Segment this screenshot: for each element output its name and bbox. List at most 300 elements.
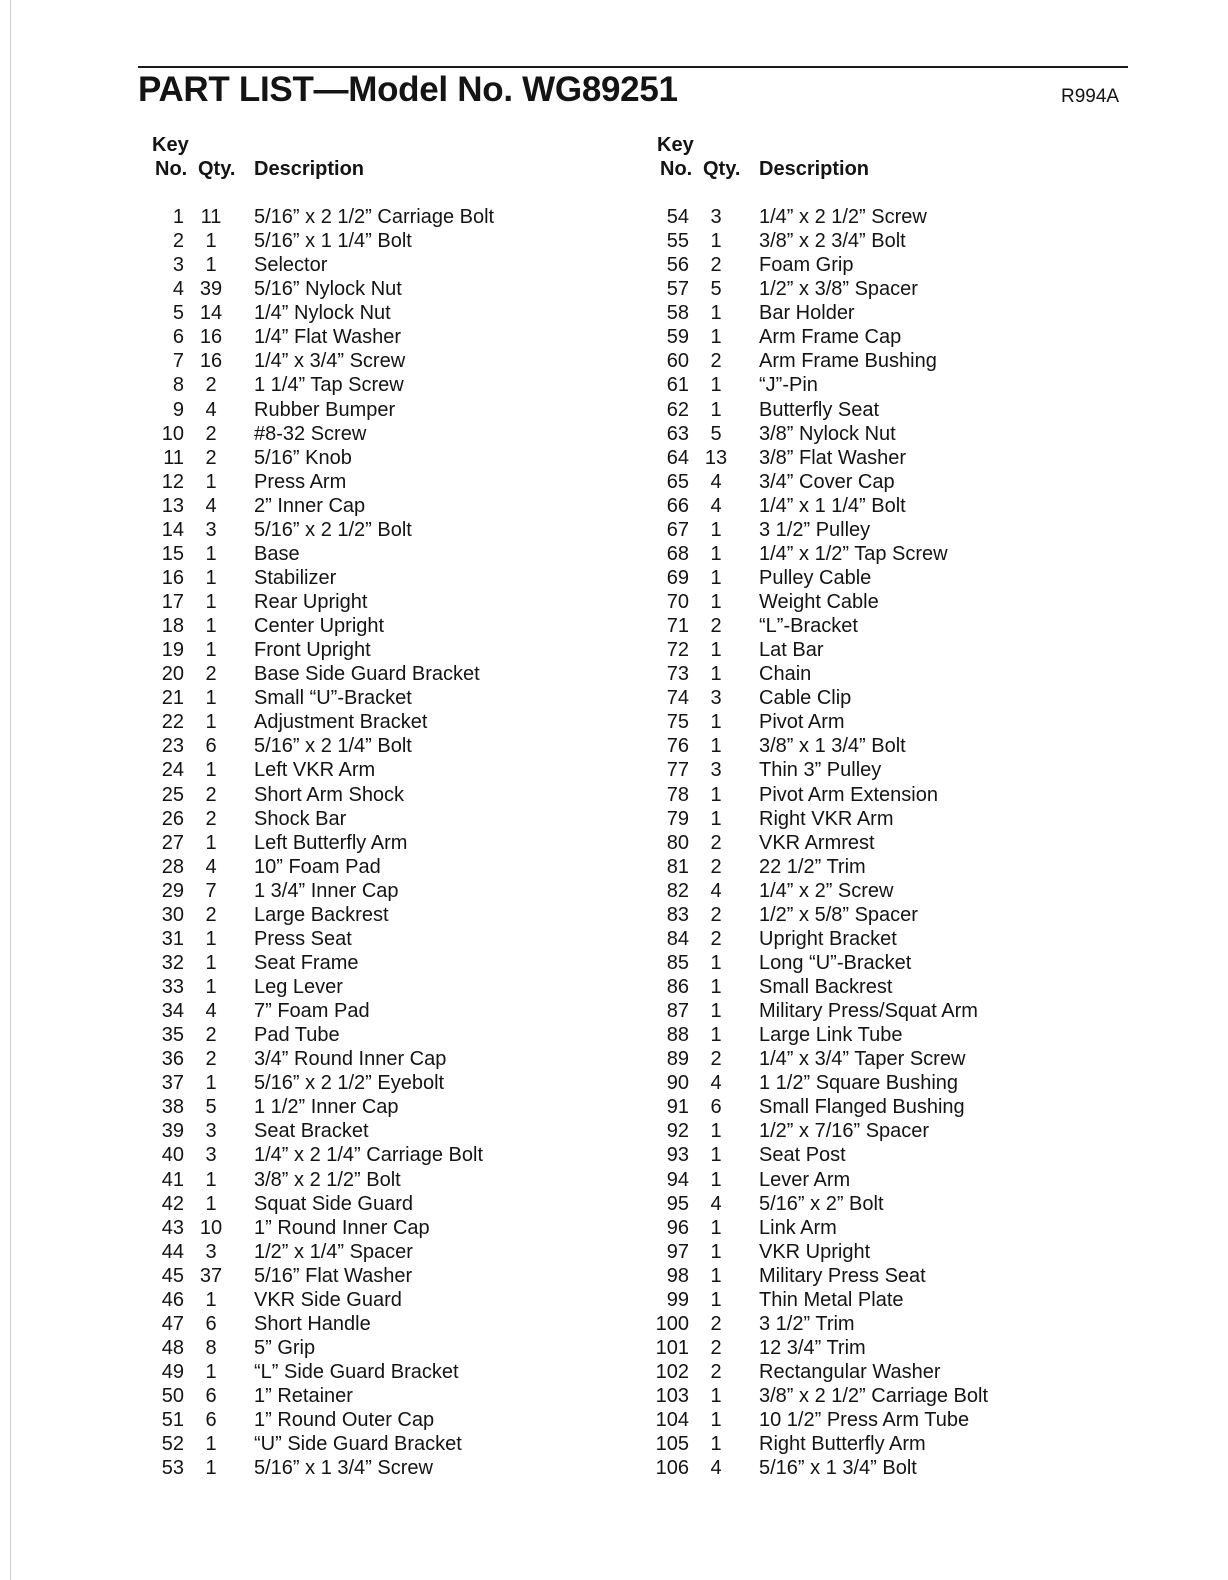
part-row bbox=[150, 999, 620, 1023]
part-description: Upright Bracket bbox=[759, 927, 897, 950]
part-row bbox=[655, 1216, 1125, 1240]
part-row bbox=[150, 205, 620, 229]
part-description: “J”-Pin bbox=[759, 374, 818, 397]
qty-header: Qty. bbox=[198, 158, 236, 180]
part-description: 3 1/2” Trim bbox=[759, 1312, 855, 1335]
part-key-number: 77 bbox=[666, 759, 689, 782]
part-key-number: 23 bbox=[161, 735, 184, 758]
part-key-number: 43 bbox=[161, 1216, 184, 1239]
part-description: Thin 3” Pulley bbox=[759, 759, 882, 782]
part-key-number: 9 bbox=[172, 398, 184, 421]
parts-column-left bbox=[150, 133, 620, 1480]
part-row bbox=[150, 590, 620, 614]
part-key-number: 103 bbox=[655, 1385, 689, 1408]
part-description: 3/4” Cover Cap bbox=[759, 470, 895, 493]
part-key-number: 68 bbox=[666, 542, 689, 565]
part-quantity: 2 bbox=[710, 350, 722, 373]
part-quantity: 2 bbox=[205, 663, 217, 686]
part-key-number: 63 bbox=[666, 422, 689, 445]
part-description: “U” Side Guard Bracket bbox=[254, 1433, 462, 1456]
part-description: 1/2” x 1/4” Spacer bbox=[254, 1240, 413, 1263]
part-quantity: 1 bbox=[710, 1385, 722, 1408]
part-key-number: 33 bbox=[161, 976, 184, 998]
part-description: Press Arm bbox=[254, 470, 347, 493]
part-description: 22 1/2” Trim bbox=[759, 855, 866, 878]
part-description: Rectangular Washer bbox=[759, 1361, 941, 1383]
part-key-number: 28 bbox=[161, 855, 184, 878]
part-quantity: 1 bbox=[205, 1361, 217, 1383]
part-description: Base bbox=[254, 542, 300, 565]
part-description: 1/4” x 3/4” Screw bbox=[254, 350, 406, 373]
part-description: Weight Cable bbox=[759, 591, 879, 613]
part-row bbox=[655, 1384, 1125, 1408]
part-quantity: 2 bbox=[205, 1048, 217, 1071]
part-row bbox=[655, 662, 1125, 686]
part-description: Rubber Bumper bbox=[254, 398, 396, 421]
part-row bbox=[150, 1264, 620, 1288]
part-key-number: 83 bbox=[666, 903, 689, 926]
part-quantity: 3 bbox=[710, 687, 722, 710]
part-row bbox=[150, 614, 620, 638]
part-row bbox=[150, 927, 620, 951]
part-quantity: 1 bbox=[710, 711, 722, 734]
part-key-number: 93 bbox=[666, 1144, 689, 1167]
column-header-left bbox=[150, 133, 620, 187]
part-description: Pad Tube bbox=[254, 1024, 340, 1047]
part-description: Lat Bar bbox=[759, 639, 824, 662]
part-key-number: 49 bbox=[161, 1361, 184, 1383]
part-row bbox=[655, 542, 1125, 566]
part-key-number: 21 bbox=[161, 687, 184, 710]
part-quantity: 2 bbox=[205, 807, 217, 830]
part-quantity: 1 bbox=[205, 254, 217, 277]
part-quantity: 1 bbox=[710, 951, 722, 974]
part-row bbox=[655, 1240, 1125, 1264]
part-key-number: 97 bbox=[666, 1240, 689, 1263]
part-key-number: 57 bbox=[666, 278, 689, 301]
part-quantity: 1 bbox=[205, 1433, 217, 1456]
part-key-number: 6 bbox=[172, 326, 184, 349]
part-quantity: 5 bbox=[710, 278, 722, 301]
part-key-number: 81 bbox=[666, 855, 689, 878]
part-key-number: 84 bbox=[666, 927, 689, 950]
part-row bbox=[655, 831, 1125, 855]
part-row bbox=[655, 398, 1125, 422]
part-key-number: 70 bbox=[666, 591, 689, 613]
part-description: VKR Upright bbox=[759, 1240, 871, 1263]
part-key-number: 71 bbox=[666, 615, 689, 638]
part-row bbox=[655, 253, 1125, 277]
part-key-number: 85 bbox=[666, 951, 689, 974]
part-description: Seat Frame bbox=[254, 951, 359, 974]
part-key-number: 44 bbox=[161, 1240, 184, 1263]
part-description: Link Arm bbox=[759, 1216, 837, 1239]
part-row bbox=[150, 301, 620, 325]
part-row bbox=[655, 903, 1125, 927]
part-row bbox=[150, 518, 620, 542]
part-description: 3/4” Round Inner Cap bbox=[254, 1048, 447, 1071]
part-quantity: 2 bbox=[710, 1048, 722, 1071]
part-key-number: 51 bbox=[161, 1409, 184, 1432]
part-quantity: 1 bbox=[710, 374, 722, 397]
part-description: 5” Grip bbox=[254, 1336, 316, 1359]
part-key-number: 54 bbox=[666, 206, 689, 228]
part-key-number: 66 bbox=[666, 494, 689, 517]
part-quantity: 5 bbox=[205, 1096, 217, 1119]
part-row bbox=[150, 325, 620, 349]
part-description: 5/16” x 2” Bolt bbox=[759, 1192, 884, 1215]
part-key-number: 101 bbox=[655, 1336, 689, 1359]
description-header: Description bbox=[759, 158, 870, 180]
part-row bbox=[655, 1095, 1125, 1119]
part-quantity: 37 bbox=[199, 1264, 223, 1287]
part-description: 1 3/4” Inner Cap bbox=[254, 879, 399, 902]
part-description: 1/2” x 7/16” Spacer bbox=[759, 1120, 930, 1143]
part-key-number: 19 bbox=[161, 639, 184, 662]
part-row bbox=[655, 373, 1125, 397]
page-margin-line bbox=[10, 0, 11, 1580]
part-quantity: 2 bbox=[710, 855, 722, 878]
part-row bbox=[655, 1288, 1125, 1312]
part-key-number: 79 bbox=[666, 807, 689, 830]
part-description: 5/16” x 2 1/4” Bolt bbox=[254, 735, 412, 758]
part-row bbox=[150, 662, 620, 686]
part-quantity: 1 bbox=[710, 1288, 722, 1311]
part-quantity: 1 bbox=[710, 1024, 722, 1047]
part-description: Large Backrest bbox=[254, 903, 389, 926]
part-description: Left Butterfly Arm bbox=[254, 831, 408, 854]
part-description: 7” Foam Pad bbox=[254, 1000, 370, 1023]
parts-list-left bbox=[150, 205, 620, 1480]
part-row bbox=[655, 975, 1125, 999]
part-row bbox=[150, 686, 620, 710]
part-quantity: 3 bbox=[205, 1144, 217, 1167]
part-key-number: 94 bbox=[666, 1168, 689, 1191]
part-key-number: 69 bbox=[666, 566, 689, 589]
part-key-number: 39 bbox=[161, 1120, 184, 1143]
key-header-line2: No. bbox=[155, 158, 188, 180]
column-header-right bbox=[655, 133, 1125, 187]
part-quantity: 4 bbox=[205, 855, 217, 878]
part-description: Short Handle bbox=[254, 1312, 371, 1335]
part-quantity: 2 bbox=[710, 831, 722, 854]
part-description: 1/2” x 5/8” Spacer bbox=[759, 903, 918, 926]
part-description: Pulley Cable bbox=[759, 566, 872, 589]
part-key-number: 27 bbox=[161, 831, 184, 854]
part-row bbox=[655, 1023, 1125, 1047]
part-key-number: 42 bbox=[161, 1192, 184, 1215]
part-quantity: 6 bbox=[205, 735, 217, 758]
part-key-number: 25 bbox=[161, 783, 184, 806]
part-description: 10 1/2” Press Arm Tube bbox=[759, 1409, 970, 1432]
part-description: Base Side Guard Bracket bbox=[254, 663, 480, 686]
qty-header: Qty. bbox=[703, 158, 741, 180]
part-row bbox=[150, 783, 620, 807]
part-quantity: 1 bbox=[710, 1144, 722, 1167]
part-description: 3/8” x 2 1/2” Bolt bbox=[254, 1168, 401, 1191]
part-row bbox=[655, 229, 1125, 253]
part-quantity: 2 bbox=[710, 1336, 722, 1359]
part-key-number: 4 bbox=[172, 278, 184, 301]
part-key-number: 92 bbox=[666, 1120, 689, 1143]
part-row bbox=[150, 566, 620, 590]
part-quantity: 1 bbox=[710, 1409, 722, 1432]
part-row bbox=[150, 1288, 620, 1312]
part-row bbox=[655, 1168, 1125, 1192]
part-quantity: 4 bbox=[710, 1072, 722, 1095]
part-quantity: 8 bbox=[205, 1336, 217, 1359]
part-key-number: 105 bbox=[655, 1433, 689, 1456]
part-row bbox=[655, 590, 1125, 614]
part-quantity: 2 bbox=[710, 927, 722, 950]
part-quantity: 16 bbox=[199, 326, 223, 349]
part-row bbox=[655, 927, 1125, 951]
part-key-number: 1 bbox=[172, 206, 184, 228]
part-quantity: 4 bbox=[710, 470, 722, 493]
part-row bbox=[655, 1360, 1125, 1384]
part-row bbox=[150, 1336, 620, 1360]
part-key-number: 74 bbox=[666, 687, 689, 710]
part-quantity: 1 bbox=[205, 711, 217, 734]
part-key-number: 29 bbox=[161, 879, 184, 902]
part-key-number: 5 bbox=[172, 302, 184, 325]
part-quantity: 1 bbox=[205, 230, 217, 253]
part-key-number: 78 bbox=[666, 783, 689, 806]
part-description: 1 1/2” Inner Cap bbox=[254, 1096, 399, 1119]
part-row bbox=[655, 518, 1125, 542]
part-description: 1 1/4” Tap Screw bbox=[254, 374, 404, 397]
part-key-number: 26 bbox=[161, 807, 184, 830]
part-description: Small “U”-Bracket bbox=[254, 687, 412, 710]
part-row bbox=[150, 1384, 620, 1408]
part-row bbox=[150, 277, 620, 301]
part-description: Right Butterfly Arm bbox=[759, 1433, 926, 1456]
part-quantity: 2 bbox=[710, 615, 722, 638]
part-row bbox=[655, 1456, 1125, 1480]
part-row bbox=[655, 1119, 1125, 1143]
part-quantity: 1 bbox=[710, 1433, 722, 1456]
part-row bbox=[655, 1192, 1125, 1216]
part-description: 10” Foam Pad bbox=[254, 855, 381, 878]
part-key-number: 65 bbox=[666, 470, 689, 493]
part-quantity: 1 bbox=[710, 639, 722, 662]
part-row bbox=[655, 470, 1125, 494]
part-quantity: 4 bbox=[710, 1457, 722, 1480]
part-description: 5/16” x 1 3/4” Screw bbox=[254, 1457, 433, 1480]
part-row bbox=[150, 422, 620, 446]
part-description: Left VKR Arm bbox=[254, 759, 376, 782]
part-quantity: 1 bbox=[205, 1168, 217, 1191]
part-key-number: 90 bbox=[666, 1072, 689, 1095]
part-key-number: 56 bbox=[666, 254, 689, 277]
part-description: Selector bbox=[254, 254, 328, 277]
part-row bbox=[655, 1071, 1125, 1095]
part-description: “L” Side Guard Bracket bbox=[254, 1361, 459, 1383]
part-quantity: 1 bbox=[710, 783, 722, 806]
part-description: Cable Clip bbox=[759, 687, 852, 710]
part-description: 1/4” x 2 1/4” Carriage Bolt bbox=[254, 1144, 483, 1167]
part-quantity: 1 bbox=[710, 1120, 722, 1143]
part-row bbox=[150, 1143, 620, 1167]
part-quantity: 3 bbox=[710, 206, 722, 228]
part-key-number: 15 bbox=[161, 542, 184, 565]
part-quantity: 1 bbox=[205, 687, 217, 710]
part-row bbox=[655, 879, 1125, 903]
part-description: 5/16” Nylock Nut bbox=[254, 278, 402, 301]
part-row bbox=[150, 903, 620, 927]
part-quantity: 6 bbox=[205, 1385, 217, 1408]
part-row bbox=[655, 614, 1125, 638]
part-row bbox=[150, 494, 620, 518]
part-quantity: 1 bbox=[710, 566, 722, 589]
part-row bbox=[150, 1408, 620, 1432]
part-row bbox=[150, 1095, 620, 1119]
part-key-number: 24 bbox=[161, 759, 184, 782]
part-quantity: 1 bbox=[205, 615, 217, 638]
part-key-number: 17 bbox=[161, 591, 184, 613]
part-quantity: 13 bbox=[704, 446, 728, 469]
part-row bbox=[150, 1119, 620, 1143]
part-quantity: 1 bbox=[710, 518, 722, 541]
part-key-number: 13 bbox=[161, 494, 184, 517]
part-description: 2” Inner Cap bbox=[254, 494, 366, 517]
part-quantity: 1 bbox=[205, 759, 217, 782]
part-row bbox=[150, 1432, 620, 1456]
part-row bbox=[150, 1216, 620, 1240]
part-quantity: 2 bbox=[710, 1312, 722, 1335]
part-quantity: 39 bbox=[199, 278, 223, 301]
part-description: Small Backrest bbox=[759, 976, 893, 998]
part-key-number: 16 bbox=[161, 566, 184, 589]
part-key-number: 41 bbox=[161, 1168, 184, 1191]
part-quantity: 1 bbox=[205, 1192, 217, 1215]
part-key-number: 10 bbox=[161, 422, 184, 445]
part-quantity: 7 bbox=[205, 879, 217, 902]
part-row bbox=[655, 1336, 1125, 1360]
part-row bbox=[150, 398, 620, 422]
part-quantity: 1 bbox=[710, 542, 722, 565]
part-quantity: 1 bbox=[710, 1240, 722, 1263]
part-quantity: 4 bbox=[205, 494, 217, 517]
part-row bbox=[655, 277, 1125, 301]
part-row bbox=[150, 1240, 620, 1264]
part-description: VKR Side Guard bbox=[254, 1288, 402, 1311]
part-key-number: 64 bbox=[666, 446, 689, 469]
part-row bbox=[655, 1264, 1125, 1288]
part-description: Arm Frame Bushing bbox=[759, 350, 937, 373]
part-quantity: 1 bbox=[205, 1288, 217, 1311]
part-key-number: 37 bbox=[161, 1072, 184, 1095]
part-description: Short Arm Shock bbox=[254, 783, 405, 806]
part-row bbox=[655, 301, 1125, 325]
part-key-number: 3 bbox=[172, 254, 184, 277]
part-row bbox=[150, 1168, 620, 1192]
part-key-number: 87 bbox=[666, 1000, 689, 1023]
part-description: VKR Armrest bbox=[759, 831, 875, 854]
part-key-number: 60 bbox=[666, 350, 689, 373]
part-quantity: 1 bbox=[710, 1168, 722, 1191]
part-description: Right VKR Arm bbox=[759, 807, 894, 830]
part-quantity: 1 bbox=[205, 1072, 217, 1095]
part-row bbox=[655, 951, 1125, 975]
part-quantity: 11 bbox=[200, 206, 222, 228]
part-description: 1/4” x 2 1/2” Screw bbox=[759, 206, 927, 228]
part-key-number: 11 bbox=[163, 446, 184, 469]
parts-column-right bbox=[655, 133, 1125, 1480]
part-row bbox=[150, 1023, 620, 1047]
parts-list-right bbox=[655, 205, 1125, 1480]
part-key-number: 8 bbox=[172, 374, 184, 397]
part-quantity: 3 bbox=[710, 759, 722, 782]
part-key-number: 34 bbox=[161, 1000, 184, 1023]
part-row bbox=[655, 1047, 1125, 1071]
part-key-number: 38 bbox=[161, 1096, 184, 1119]
part-key-number: 22 bbox=[161, 711, 184, 734]
part-key-number: 102 bbox=[655, 1361, 689, 1383]
part-description: 1” Round Outer Cap bbox=[254, 1409, 435, 1432]
part-row bbox=[150, 1456, 620, 1480]
part-description: 3/8” x 2 1/2” Carriage Bolt bbox=[759, 1385, 988, 1408]
part-quantity: 2 bbox=[710, 903, 722, 926]
part-description: 1/2” x 3/8” Spacer bbox=[759, 278, 918, 301]
part-key-number: 18 bbox=[161, 615, 184, 638]
part-description: Thin Metal Plate bbox=[759, 1288, 904, 1311]
part-description: 1” Retainer bbox=[254, 1385, 353, 1408]
part-row bbox=[150, 542, 620, 566]
part-quantity: 1 bbox=[710, 591, 722, 613]
part-key-number: 67 bbox=[666, 518, 689, 541]
key-header-line1: Key bbox=[152, 134, 189, 156]
part-row bbox=[655, 999, 1125, 1023]
part-row bbox=[655, 1312, 1125, 1336]
part-row bbox=[655, 494, 1125, 518]
part-description: 5/16” x 1 3/4” Bolt bbox=[759, 1457, 917, 1480]
part-quantity: 1 bbox=[710, 807, 722, 830]
part-quantity: 2 bbox=[205, 422, 217, 445]
part-key-number: 82 bbox=[666, 879, 689, 902]
part-key-number: 86 bbox=[666, 976, 689, 998]
part-row bbox=[150, 229, 620, 253]
part-row bbox=[655, 566, 1125, 590]
part-description: Large Link Tube bbox=[759, 1024, 903, 1047]
title-rule bbox=[138, 66, 1128, 68]
part-description: Adjustment Bracket bbox=[254, 711, 428, 734]
part-description: Shock Bar bbox=[254, 807, 347, 830]
part-row bbox=[150, 373, 620, 397]
part-quantity: 16 bbox=[199, 350, 223, 373]
part-description: Seat Bracket bbox=[254, 1120, 369, 1143]
part-quantity: 3 bbox=[205, 1120, 217, 1143]
part-key-number: 45 bbox=[161, 1264, 184, 1287]
part-quantity: 1 bbox=[205, 831, 217, 854]
part-description: #8-32 Screw bbox=[254, 422, 367, 445]
part-key-number: 95 bbox=[666, 1192, 689, 1215]
part-key-number: 48 bbox=[161, 1336, 184, 1359]
part-description: 5/16” x 2 1/2” Carriage Bolt bbox=[254, 206, 495, 228]
part-description: 1/4” Flat Washer bbox=[254, 326, 402, 349]
part-row bbox=[150, 1312, 620, 1336]
part-quantity: 5 bbox=[710, 422, 722, 445]
document-reference: R994A bbox=[1061, 86, 1120, 107]
part-row bbox=[655, 1408, 1125, 1432]
part-key-number: 106 bbox=[655, 1457, 689, 1480]
part-key-number: 20 bbox=[161, 663, 184, 686]
part-quantity: 3 bbox=[205, 1240, 217, 1263]
part-key-number: 104 bbox=[655, 1409, 689, 1432]
part-quantity: 4 bbox=[205, 398, 217, 421]
part-quantity: 1 bbox=[205, 542, 217, 565]
part-key-number: 52 bbox=[161, 1433, 184, 1456]
